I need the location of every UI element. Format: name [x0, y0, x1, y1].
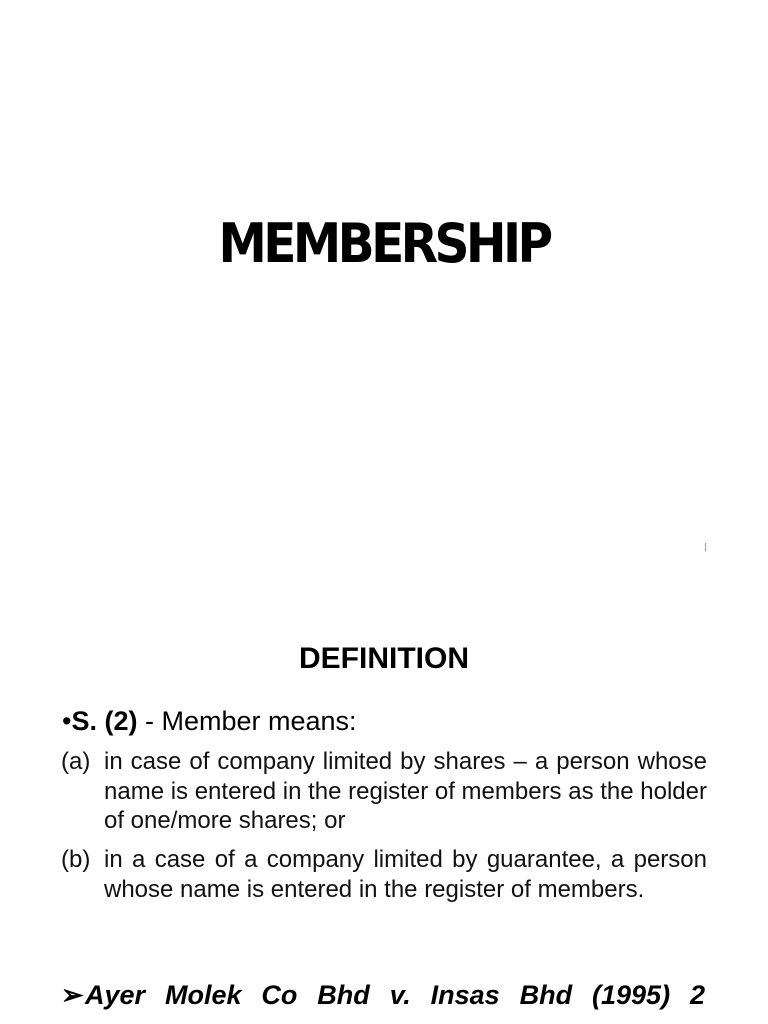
- item-marker: (b): [61, 846, 91, 873]
- item-marker: (a): [61, 748, 91, 775]
- case-citation: [61, 980, 709, 1011]
- definition-item-b: [61, 845, 707, 904]
- slide-definition: [0, 570, 768, 1024]
- slide-title-text: MEMBERSHIP: [218, 212, 550, 275]
- section-reference: S. (2): [71, 706, 138, 736]
- member-definition-bullet: [62, 706, 357, 737]
- bullet-text: - Member means:: [137, 706, 357, 736]
- definition-item-a: [61, 747, 707, 836]
- case-citation-text: Ayer Molek Co Bhd v. Insas Bhd (1995) 2: [85, 980, 705, 1010]
- item-text: in a case of a company limited by guarantee, a person whose name is entered in the register of members.: [104, 846, 707, 903]
- definition-heading: DEFINITION: [299, 642, 469, 675]
- stray-mark: [705, 543, 706, 551]
- item-text: in case of company limited by shares – a person whose name is entered in the register of members as the holder of one/more shares; or: [104, 748, 707, 834]
- arrow-bullet-icon: ➢: [61, 980, 84, 1010]
- bullet-icon: •: [62, 706, 72, 736]
